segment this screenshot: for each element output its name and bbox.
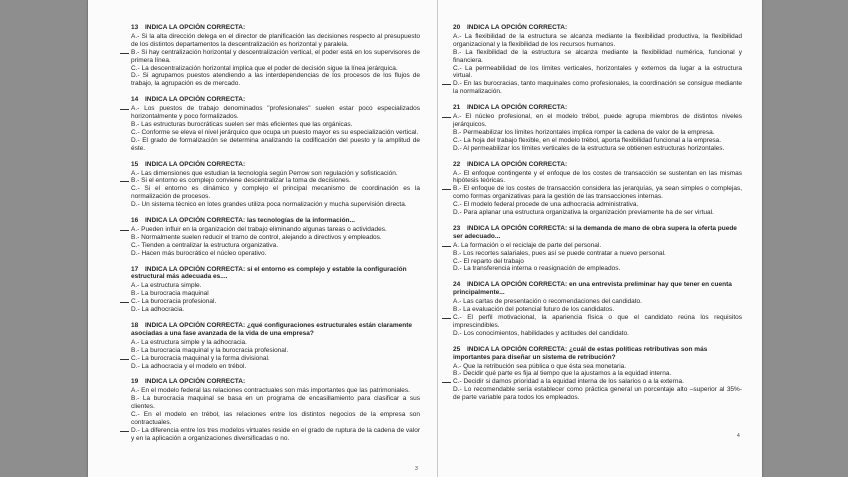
question-title [453, 161, 742, 169]
answer-option [131, 185, 420, 201]
answer-option-text: D.- Los conocimientos, habilidades y actitudes del candidato. [453, 329, 629, 337]
question-number: 15 [131, 160, 139, 168]
question-number: 14 [131, 96, 139, 104]
answer-mark [442, 117, 451, 118]
answer-option-text: B.- La burocracia maquinal y la burocracia profesional. [131, 346, 289, 354]
answer-option [131, 387, 420, 395]
question-block [453, 161, 742, 217]
answer-option [131, 49, 420, 65]
question-title [453, 225, 742, 241]
question-block [453, 281, 742, 337]
answer-mark [442, 246, 451, 247]
answer-option-text: A.- Si la alta dirección delega en el director de planificación las decisiones respecto al presupuesto de los distintos departamentos la descentralización es horizontal y paralela. [131, 32, 420, 48]
answer-option [131, 72, 420, 88]
answer-option [453, 65, 742, 81]
question-block [131, 378, 420, 442]
answer-option [131, 33, 420, 49]
answer-option-text: D.- En las burocracias, tanto maquinales como profesionales, la coordinación se consigue mediante la normalización. [453, 80, 742, 96]
answer-option-text: C.- La permeabilidad de los límites verticales, horizontales y externos da lugar a la estructura virtual. [453, 64, 742, 80]
question-number: 19 [131, 378, 139, 386]
answer-option-text: C.- Decidir si damos prioridad a la equidad interna de los salarios o a la externa. [453, 378, 684, 386]
answer-option [453, 314, 742, 330]
answer-mark [120, 431, 129, 432]
answer-option [131, 306, 420, 314]
question-text: INDICA LA OPCIÓN CORRECTA: [467, 160, 568, 168]
answer-option [453, 378, 742, 386]
question-block [453, 346, 742, 402]
answer-option-text: B.- El enfoque de los costes de transacción considera las jerarquías, ya sean simples o complejas, como formas organizativas para la gestión de las transacciones internas. [453, 185, 742, 201]
page-divider [437, 0, 438, 477]
answer-mark [120, 230, 129, 231]
answer-option [131, 427, 420, 443]
question-number: 21 [453, 104, 461, 112]
answer-option [131, 290, 420, 298]
answer-option-text: A.- Que la retribución sea pública o que ésta sea monetaria. [453, 362, 627, 370]
question-text: INDICA LA OPCIÓN CORRECTA: [145, 96, 246, 104]
question-number: 16 [131, 217, 139, 225]
question-title [131, 322, 420, 338]
question-text: INDICA LA OPCIÓN CORRECTA: [145, 378, 246, 386]
question-title [131, 161, 420, 169]
answer-option-text: D.- El grado de formalización se determina analizando la codificación del puesto y la amplitud de éste. [131, 136, 420, 152]
answer-option [453, 145, 742, 153]
question-number: 22 [453, 160, 461, 168]
answer-option [131, 129, 420, 137]
question-number: 20 [453, 24, 461, 31]
answer-mark [120, 109, 129, 110]
answer-mark [442, 318, 451, 319]
answer-option [453, 363, 742, 371]
answer-option [453, 265, 742, 273]
answer-option-text: A.- El núcleo profesional, en el modelo trébol, puede agrupa miembros de distintos niveles jerárquicos. [453, 113, 742, 128]
answer-option [453, 201, 742, 209]
answer-option-text: A. La formación o el reciclaje de parte del personal. [453, 241, 602, 249]
question-title [131, 378, 420, 386]
answer-option [131, 298, 420, 306]
question-number: 17 [131, 265, 139, 273]
answer-option [131, 234, 420, 242]
answer-option [453, 370, 742, 378]
answer-option [131, 137, 420, 153]
answer-option [131, 339, 420, 347]
question-block [131, 322, 420, 370]
answer-option-text: A.- La estructura simple y la adhocracia. [131, 338, 247, 346]
question-block [131, 266, 420, 314]
answer-mark [120, 359, 129, 360]
answer-option-text: C.- Conforme se eleva el nivel jerárquico que ocupa un puesto mayor es su especialización vertical. [131, 128, 419, 136]
answer-option-text: C.- El modelo federal procede de una adhocracia administrativa. [453, 201, 639, 209]
question-title [131, 217, 420, 225]
answer-option-text: B.- La burocracia maquinal se basa en un programa de encasillamiento para clasificar a sus clientes. [131, 395, 420, 411]
answer-option-text: D.- Si agrupamos puestos atendiendo a las interdependencias de los procesos de los flujos de trabajo, la agrupación es de mercado. [131, 72, 420, 88]
answer-option-text: D.- Hacen más burocrático el núcleo operativo. [131, 249, 267, 257]
question-block [453, 104, 742, 152]
answer-option [453, 137, 742, 145]
answer-option [453, 250, 742, 258]
question-text: INDICA LA OPCIÓN CORRECTA: las tecnologías de la información... [145, 217, 355, 225]
question-title [131, 96, 420, 104]
answer-option [131, 363, 420, 371]
question-title [131, 24, 420, 32]
answer-option [453, 185, 742, 201]
answer-option-text: A.- Pueden influir en la organización del trabajo eliminando algunas tareas o actividades. [131, 225, 387, 233]
answer-option-text: A.- La flexibilidad de la estructura se alcanza mediante la flexibilidad productiva, la flexibilidad organizacional y la flexibilidad de los recursos humanos. [453, 32, 742, 48]
question-title [131, 266, 420, 282]
answer-option-text: C.- Tienden a centralizar la estructura organizativa. [131, 241, 279, 249]
right-page-number: 4 [737, 433, 740, 439]
question-number: 25 [453, 345, 461, 353]
answer-option [453, 80, 742, 96]
question-text: INDICA LA OPCIÓN CORRECTA: [467, 24, 568, 31]
answer-option-text: C.- En el modelo en trébol, las relaciones entre los distintos negocios de la empresa son contractuales. [131, 411, 420, 426]
answer-option-text: B.- Si el entorno es complejo conviene descentralizar la toma de decisiones. [131, 177, 351, 185]
question-number: 18 [131, 322, 139, 329]
right-page-column [453, 24, 742, 410]
question-text: INDICA LA OPCIÓN CORRECTA: ¿cuál de estas políticas retributivas son más importantes para diseñar un sistema de retribución? [453, 345, 708, 361]
question-text: INDICA LA OPCIÓN CORRECTA: [145, 160, 246, 168]
answer-option [453, 242, 742, 250]
question-title [453, 281, 742, 297]
question-title [453, 346, 742, 362]
answer-option [131, 250, 420, 258]
answer-option [131, 355, 420, 363]
answer-option-text: B.- La flexibilidad de la estructura se alcanza mediante la flexibilidad numérica, funcional y financiera. [453, 48, 742, 64]
answer-option [131, 65, 420, 73]
question-text: INDICA LA OPCIÓN CORRECTA: [467, 104, 568, 112]
answer-option [453, 209, 742, 217]
answer-option-text: B.- La burocracia maquinal [131, 290, 209, 298]
question-block [131, 217, 420, 258]
answer-option [131, 411, 420, 427]
answer-option-text: A.- El enfoque contingente y el enfoque de los costes de transacción se sustentan en las mismas hipótesis teóricas. [453, 169, 742, 185]
answer-option [131, 201, 420, 209]
question-block [131, 161, 420, 209]
answer-option-text: C.- El reparto del trabajo [453, 257, 524, 265]
answer-option-text: D.- Al permeabilizar los límites verticales de la estructura se obtienen estructuras horizontales. [453, 144, 725, 152]
answer-option [453, 129, 742, 137]
answer-option-text: A.- En el modelo federal las relaciones contractuales son más importantes que las patrimoniales. [131, 387, 410, 395]
answer-option [453, 33, 742, 49]
answer-option-text: D.- La adhocracia. [131, 306, 185, 314]
answer-option-text: D.- Para aplanar una estructura organizativa la organización previamente ha de ser virtual. [453, 209, 714, 217]
answer-option-text: A.- Los puestos de trabajo denominados "profesionales" suelen estar poco especializados horizontalmente y poco formalizados. [131, 105, 420, 121]
answer-option [131, 282, 420, 290]
question-text: INDICA LA OPCIÓN CORRECTA: en una entrevista preliminar hay que tener en cuenta principalmente... [453, 281, 732, 297]
answer-option-text: C.- La burocracia profesional. [131, 298, 217, 306]
answer-option-text: B.- Normalmente suelen reducir el tramo de control, alejando a directivos y empleados. [131, 233, 382, 241]
answer-option [131, 347, 420, 355]
answer-option [131, 395, 420, 411]
answer-option-text: B.- Si hay centralización horizontal y descentralización vertical, el poder está en los supervisores de primera línea. [131, 48, 420, 64]
answer-option-text: C.- La burocracia maquinal y la forma divisional. [131, 354, 270, 362]
answer-option [453, 298, 742, 306]
answer-option-text: A.- Las cartas de presentación o recomendaciones del candidato. [453, 298, 642, 306]
answer-option [131, 105, 420, 121]
question-number: 24 [453, 281, 461, 289]
answer-option-text: C.- Si el entorno es dinámico y complejo el principal mecanismo de coordinación es la normalización de procesos. [131, 185, 420, 201]
question-number: 23 [453, 224, 461, 232]
question-text: INDICA LA OPCIÓN CORRECTA: ¿qué configuraciones estructurales están claramente asociadas a una fase avanzada de la vida de una empresa? [131, 322, 413, 337]
answer-option-text: D.- La transferencia interna o reasignación de empleados. [453, 265, 621, 273]
answer-mark [442, 84, 451, 85]
answer-option [453, 49, 742, 65]
question-block [131, 96, 420, 152]
answer-option [131, 121, 420, 129]
answer-option-text: D.- Un sistema técnico en lotes grandes utiliza poca normalización y mucha supervisión directa. [131, 201, 407, 209]
answer-option-text: B.- Decidir qué parte es fija al tiempo que la ajustamos a la equidad interna. [453, 370, 672, 378]
answer-option-text: B.- Las estructuras burocráticas suelen ser más eficientes que las orgánicas. [131, 120, 353, 128]
answer-option [453, 113, 742, 129]
answer-mark [442, 382, 451, 383]
answer-option-text: D.- La adhocracia y el modelo en trébol. [131, 362, 247, 370]
left-page-number: 3 [415, 466, 418, 472]
answer-option [453, 306, 742, 314]
answer-option [453, 386, 742, 402]
answer-option [131, 226, 420, 234]
question-title [453, 104, 742, 112]
answer-option-text: C.- La hoja del trabajo flexible, en el modelo trébol, aporta flexibilidad funcional a la empresa. [453, 136, 722, 144]
answer-mark [120, 53, 129, 54]
answer-option-text: D.- Lo recomendable sería establecer como práctica general un porcentaje alto –superior al 35%- de parte variable para todos los empleados. [453, 386, 742, 402]
left-page-column [131, 24, 420, 451]
answer-option [453, 330, 742, 338]
answer-option [131, 177, 420, 185]
answer-mark [120, 181, 129, 182]
answer-option-text: B.- La evaluación del potencial futuro de los candidatos. [453, 306, 615, 314]
answer-option-text: B.- Permeabilizar los límites horizontales implica romper la cadena de valor de la empresa. [453, 128, 715, 136]
question-block [131, 24, 420, 88]
answer-option-text: A.- Las dimensiones que estudian la tecnología según Perrow son regulación y sofisticación. [131, 169, 398, 177]
answer-mark [442, 189, 451, 190]
answer-option [131, 242, 420, 250]
question-block [453, 24, 742, 96]
question-text: INDICA LA OPCIÓN CORRECTA: si la demanda de mano de obra supera la oferta puede ser adecuado... [453, 224, 737, 240]
answer-option [131, 170, 420, 178]
question-block [453, 225, 742, 273]
answer-option-text: C.- El perfil motivacional, la apariencia física o que el candidato reúna los requisitos imprescindibles. [453, 314, 742, 329]
answer-option-text: C.- La descentralización horizontal implica que el poder de decisión sigue la línea jerárquica. [131, 64, 398, 72]
answer-option [453, 258, 742, 266]
answer-option-text: B.- Los recortes salariales, pues así se puede contratar a nuevo personal. [453, 249, 666, 257]
answer-option-text: A.- La estructura simple. [131, 282, 202, 290]
question-text: INDICA LA OPCIÓN CORRECTA: [145, 24, 246, 31]
answer-option-text: D.- La diferencia entre los tres modelos virtuales reside en el grado de ruptura de la cadena de valor y en la aplicación a organizaciones diversificadas o no. [131, 426, 420, 442]
answer-option [453, 170, 742, 186]
question-title [453, 24, 742, 32]
question-text: INDICA LA OPCIÓN CORRECTA: si el entorno es complejo y estable la configuración estructural más adecuada es.... [131, 265, 407, 281]
question-number: 13 [131, 24, 139, 31]
answer-mark [120, 302, 129, 303]
